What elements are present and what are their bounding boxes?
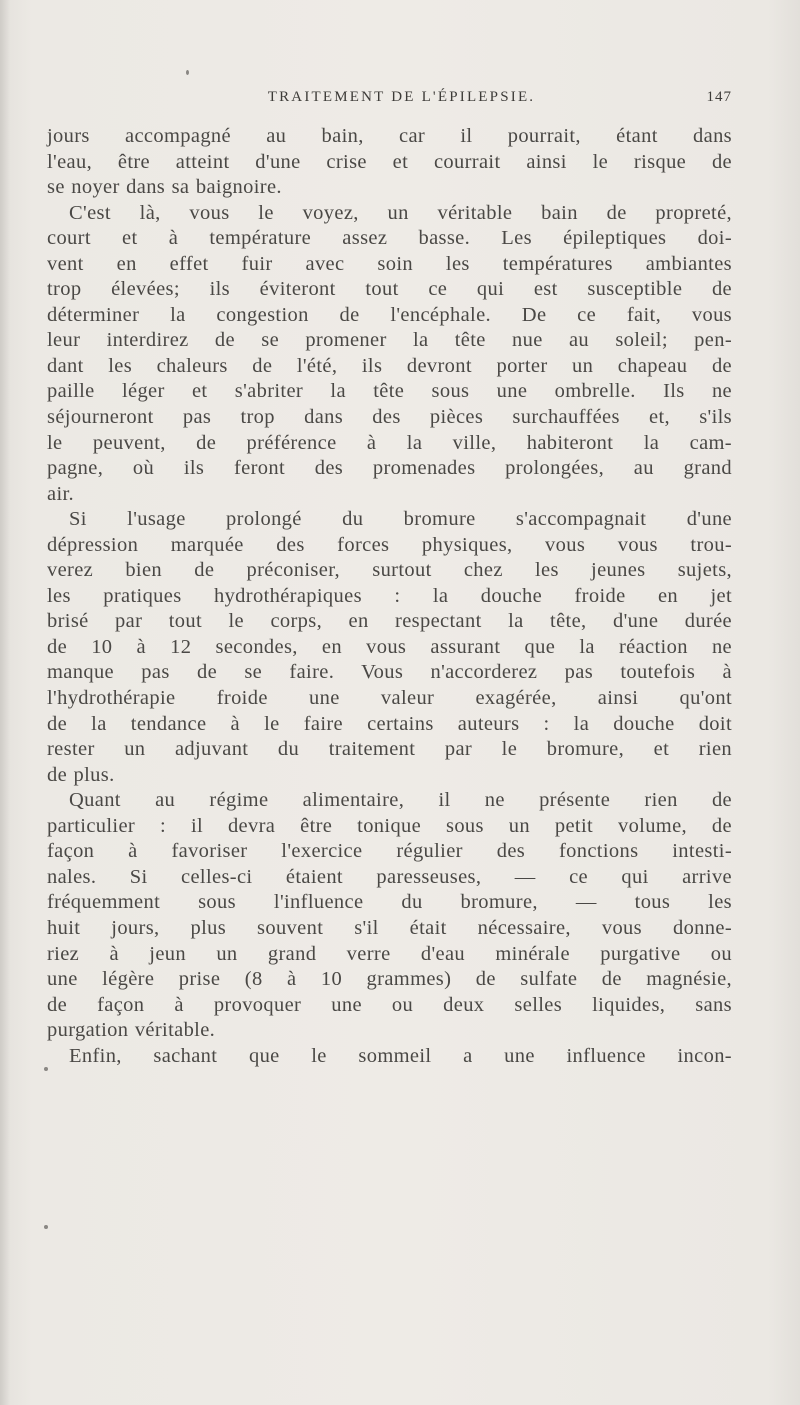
text-line: purgation véritable. [47, 1019, 216, 1042]
text-line: vent en effet fuir avec soin les températures ambiantes [47, 252, 732, 275]
binding-shadow [0, 0, 10, 1405]
text-line: le peuvent, de préférence à la ville, habiteront la cam- [47, 431, 732, 454]
text-line: particulier : il devra être tonique sous un petit volume, de [47, 814, 732, 837]
text-line: dant les chaleurs de l'été, ils devront porter un chapeau de [47, 354, 732, 377]
text-line: air. [47, 482, 75, 505]
print-speck [44, 1225, 48, 1229]
text-line: rester un adjuvant du traitement par le bromure, et rien [47, 738, 732, 761]
text-line: nales. Si celles-ci étaient paresseuses, — ce qui arrive [47, 865, 732, 888]
text-line: Enfin, sachant que le sommeil a une influence incon- [69, 1044, 732, 1067]
text-line: de façon à provoquer une ou deux selles liquides, sans [47, 993, 732, 1016]
text-line: façon à favoriser l'exercice régulier des fonctions intesti- [47, 840, 732, 863]
text-line: leur interdirez de se promener la tête nue au soleil; pen- [47, 329, 732, 352]
text-line: court et à température assez basse. Les épileptiques doi- [47, 227, 732, 250]
text-line: huit jours, plus souvent s'il était nécessaire, vous donne- [47, 916, 732, 939]
running-title: TRAITEMENT DE L'ÉPILEPSIE. [267, 89, 536, 105]
text-line: trop élevées; ils éviteront tout ce qui est susceptible de [47, 278, 732, 301]
text-line: Quant au régime alimentaire, il ne présente rien de [69, 789, 732, 812]
text-line: verez bien de préconiser, surtout chez les jeunes sujets, [47, 559, 732, 582]
print-speck [44, 1067, 48, 1071]
text-line: séjourneront pas trop dans des pièces surchauffées et, s'ils [47, 406, 732, 429]
page-number: 147 [706, 89, 732, 105]
text-line: de la tendance à le faire certains auteurs : la douche doit [47, 712, 732, 735]
text-line: se noyer dans sa baignoire. [47, 176, 282, 199]
body-text [47, 124, 732, 1069]
text-line: C'est là, vous le voyez, un véritable bain de propreté, [69, 201, 732, 224]
text-line: une légère prise (8 à 10 grammes) de sulfate de magnésie, [47, 968, 732, 991]
text-line: l'hydrothérapie froide une valeur exagérée, ainsi qu'ont [47, 687, 732, 710]
text-line: fréquemment sous l'influence du bromure, — tous les [47, 891, 732, 914]
text-line: jours accompagné au bain, car il pourrait, étant dans [47, 125, 732, 147]
text-line: l'eau, être atteint d'une crise et courrait ainsi le risque de [47, 150, 732, 173]
text-line: manque pas de se faire. Vous n'accorderez pas toutefois à [47, 661, 732, 684]
text-line: déterminer la congestion de l'encéphale. De ce fait, vous [47, 303, 732, 326]
text-line: pagne, où ils feront des promenades prolongées, au grand [47, 457, 732, 480]
text-line: de plus. [47, 763, 115, 786]
text-line: de 10 à 12 secondes, en vous assurant que la réaction ne [47, 635, 732, 658]
text-line: paille léger et s'abriter la tête sous une ombrelle. Ils ne [47, 380, 732, 403]
text-line: dépression marquée des forces physiques, vous vous trou- [47, 533, 732, 556]
text-line: Si l'usage prolongé du bromure s'accompagnait d'une [69, 508, 732, 531]
text-line: les pratiques hydrothérapiques : la douche froide en jet [47, 584, 732, 607]
print-speck [186, 70, 189, 75]
text-line: riez à jeun un grand verre d'eau minérale purgative ou [47, 942, 732, 965]
text-line: brisé par tout le corps, en respectant la tête, d'une durée [47, 610, 732, 633]
page-header [47, 89, 732, 113]
